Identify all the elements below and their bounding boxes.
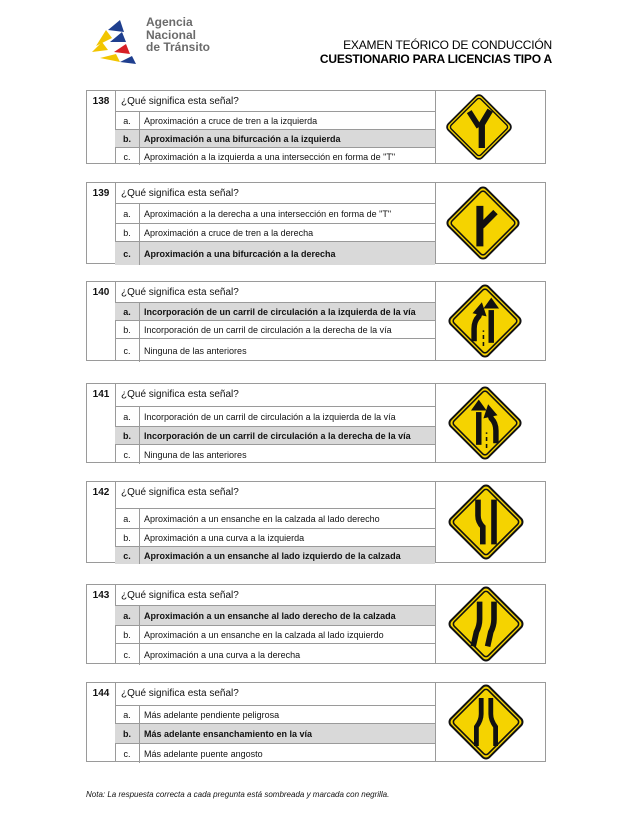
question-number: 142 [92, 486, 110, 498]
agency-name-line: Agencia [146, 15, 193, 29]
question-text: ¿Qué significa esta señal? [121, 388, 239, 400]
option-letter: a. [115, 407, 140, 426]
answer-option [115, 508, 435, 528]
footer-note: Nota: La respuesta correcta a cada pregunta está sombreada y marcada con negrilla. [86, 790, 390, 799]
option-letter: c. [115, 744, 140, 763]
answer-option [115, 111, 435, 129]
option-letter: c. [115, 547, 140, 564]
option-letter: a. [115, 112, 140, 129]
option-letter: c. [115, 445, 140, 464]
option-text: Aproximación a un ensanche en la calzada al lado derecho [144, 513, 380, 524]
question-number: 140 [92, 286, 110, 298]
option-text: Ninguna de las anteriores [144, 449, 247, 460]
option-letter: b. [115, 321, 140, 338]
question-number: 144 [92, 687, 110, 699]
merge-left-lane-sign-icon [446, 282, 524, 360]
question-text: ¿Qué significa esta señal? [121, 486, 239, 498]
road-widens-both-sides-sign-icon [446, 682, 526, 762]
answer-option [115, 743, 435, 763]
option-text: Aproximación a una bifurcación a la derecha [144, 248, 336, 259]
option-text: Más adelante pendiente peligrosa [144, 709, 280, 720]
option-letter: a. [115, 706, 140, 723]
option-letter: a. [115, 606, 140, 625]
question-number: 138 [92, 95, 110, 107]
option-text: Aproximación a cruce de tren a la derecha [144, 227, 314, 238]
option-letter: b. [115, 427, 140, 444]
answer-option [115, 223, 435, 241]
answer-option-correct [115, 426, 435, 444]
agency-name-line: Nacional [146, 27, 197, 42]
option-text: Aproximación a un ensanche al lado derecho de la calzada [144, 610, 396, 621]
option-text: Aproximación a un ensanche al lado izquierdo de la calzada [144, 550, 401, 561]
answer-option-correct [115, 302, 435, 320]
question-text: ¿Qué significa esta señal? [121, 687, 239, 699]
question-text: ¿Qué significa esta señal? [121, 286, 239, 298]
answer-option-correct [115, 605, 435, 625]
question-text: ¿Qué significa esta señal? [121, 589, 239, 601]
option-text: Aproximación a un ensanche en la calzada al lado izquierdo [144, 629, 384, 640]
answer-option [115, 444, 435, 464]
option-text: Aproximación a una curva a la izquierda [144, 532, 305, 543]
option-text: Más adelante puente angosto [144, 748, 263, 759]
option-text: Aproximación a una bifurcación a la izquierda [144, 133, 341, 144]
road-widens-left-sign-icon [446, 482, 526, 562]
option-letter: b. [115, 224, 140, 241]
road-widens-right-sign-icon [446, 584, 526, 664]
answer-option [115, 705, 435, 723]
option-letter: b. [115, 724, 140, 743]
option-letter: a. [115, 303, 140, 320]
option-text: Aproximación a la derecha a una intersección en forma de "T" [144, 208, 392, 219]
option-text: Incorporación de un carril de circulación a la derecha de la vía [144, 324, 392, 335]
fork-right-sign-icon [444, 184, 522, 262]
option-letter: b. [115, 626, 140, 643]
option-letter: c. [115, 644, 140, 665]
question-number: 139 [92, 187, 110, 199]
question-number: 143 [92, 589, 110, 601]
question-text: ¿Qué significa esta señal? [121, 95, 239, 107]
answer-option [115, 147, 435, 165]
exam-title: EXAMEN TEÓRICO DE CONDUCCIÓN [343, 38, 552, 52]
option-letter: b. [115, 130, 140, 147]
answer-option-correct [115, 546, 435, 564]
option-letter: b. [115, 529, 140, 546]
agency-name-line: de Tránsito [146, 40, 211, 54]
answer-option-correct [115, 129, 435, 147]
option-text: Aproximación a la izquierda a una intersección en forma de "T" [144, 151, 396, 162]
option-letter: c. [115, 339, 140, 362]
question-number: 141 [92, 388, 110, 400]
answer-option [115, 406, 435, 426]
answer-option [115, 528, 435, 546]
option-text: Más adelante ensanchamiento en la vía [144, 728, 313, 739]
option-text: Incorporación de un carril de circulación a la derecha de la vía [144, 430, 411, 441]
questionnaire-title: CUESTIONARIO PARA LICENCIAS TIPO A [319, 52, 552, 66]
option-text: Incorporación de un carril de circulación a la izquierda de la vía [144, 306, 416, 317]
option-letter: c. [115, 242, 140, 265]
answer-option [115, 338, 435, 362]
fork-left-sign-icon [444, 92, 514, 162]
option-letter: c. [115, 148, 140, 165]
answer-option [115, 203, 435, 223]
answer-option-correct [115, 241, 435, 265]
merge-right-lane-sign-icon [446, 384, 524, 462]
answer-option [115, 320, 435, 338]
option-text: Aproximación a una curva a la derecha [144, 649, 301, 660]
answer-option [115, 625, 435, 643]
agency-name [146, 16, 210, 54]
answer-option [115, 643, 435, 665]
option-letter: a. [115, 204, 140, 223]
option-text: Ninguna de las anteriores [144, 345, 247, 356]
answer-option-correct [115, 723, 435, 743]
option-text: Incorporación de un carril de circulación a la izquierda de la vía [144, 411, 396, 422]
option-letter: a. [115, 509, 140, 528]
option-text: Aproximación a cruce de tren a la izquierda [144, 115, 318, 126]
question-text: ¿Qué significa esta señal? [121, 187, 239, 199]
